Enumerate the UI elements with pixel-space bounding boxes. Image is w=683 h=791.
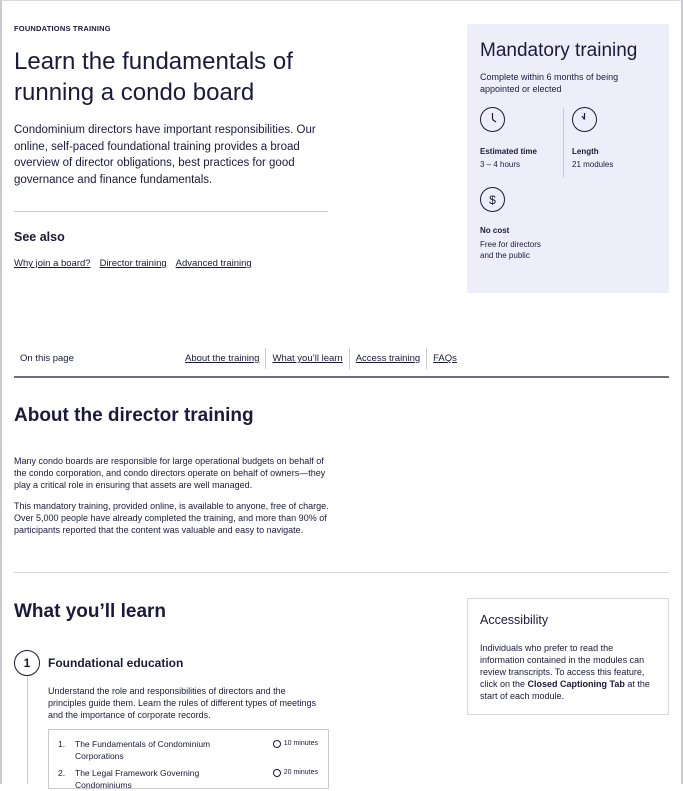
time-value: 3 – 4 hours bbox=[480, 160, 521, 169]
module-name: The Legal Framework Governing Condominiums bbox=[75, 768, 200, 790]
learn-heading: What you’ll learn bbox=[14, 601, 167, 622]
module-number: 1. bbox=[58, 739, 66, 749]
about-heading: About the director training bbox=[14, 405, 254, 426]
card-title: Mandatory training bbox=[480, 40, 638, 61]
module-number: 2. bbox=[58, 768, 66, 778]
step-timeline bbox=[27, 674, 28, 784]
module-duration: 20 minutes bbox=[273, 767, 318, 779]
length-label: Length bbox=[572, 147, 599, 156]
stat-divider bbox=[563, 108, 564, 178]
see-also-heading: See also bbox=[14, 230, 65, 244]
time-label: Estimated time bbox=[480, 147, 537, 156]
eyebrow-label: FOUNDATIONS TRAINING bbox=[14, 24, 111, 33]
about-paragraph-2: This mandatory training, provided online, is available to anyone, free of charge. Over 5,000 people have already completed the training, and more than 90% of participants reported that the content was valuable and easy to navigate. bbox=[14, 501, 329, 535]
cost-value: Free for directors and the public bbox=[480, 240, 541, 260]
page-title: Learn the fundamentals of running a condo board bbox=[14, 48, 293, 106]
see-also-links bbox=[14, 258, 252, 269]
length-value: 21 modules bbox=[572, 160, 614, 169]
step-description: Understand the role and responsibilities of directors and the principles guide them. Learn the rules of different types of meetings and the importance of corporate records. bbox=[48, 686, 316, 720]
divider bbox=[14, 211, 328, 212]
card-subtitle: Complete within 6 months of being appointed or elected bbox=[480, 72, 619, 94]
divider bbox=[14, 572, 669, 573]
link-director-training[interactable]: Director training bbox=[99, 258, 167, 269]
clock-icon bbox=[273, 740, 281, 748]
nav-about-training[interactable]: About the training bbox=[179, 348, 266, 369]
accessibility-body: Individuals who prefer to read the information contained in the modules can review transcripts. To access this feature, click on the Closed Captioning Tab at the start of each module. bbox=[480, 643, 650, 701]
module-duration: 10 minutes bbox=[273, 738, 318, 750]
hero-description: Condominium directors have important responsibilities. Our online, self-paced foundational training provides a broad overview of director obligations, best practices for good governance and finance fundamentals. bbox=[14, 124, 316, 186]
on-this-page-nav bbox=[179, 348, 463, 369]
link-why-join-board[interactable]: Why join a board? bbox=[14, 258, 91, 269]
about-paragraph-1: Many condo boards are responsible for large operational budgets on behalf of the condo corporation, and condo directors operate on behalf of owners—they play a critical role in ensuring that assets are well managed. bbox=[14, 456, 326, 490]
timer-icon bbox=[572, 107, 597, 132]
section-divider bbox=[14, 376, 669, 378]
link-advanced-training[interactable]: Advanced training bbox=[175, 258, 252, 269]
on-this-page-label: On this page bbox=[20, 353, 74, 364]
module-name: The Fundamentals of Condominium Corporations bbox=[75, 739, 211, 761]
clock-icon bbox=[480, 107, 505, 132]
module-list bbox=[48, 729, 329, 789]
cost-label: No cost bbox=[480, 226, 510, 235]
clock-icon bbox=[273, 769, 281, 777]
dollar-icon: $ bbox=[480, 187, 505, 212]
step-title: Foundational education bbox=[48, 656, 184, 670]
step-number: 1 bbox=[14, 650, 40, 676]
accessibility-heading: Accessibility bbox=[480, 613, 549, 627]
nav-access-training[interactable]: Access training bbox=[350, 348, 427, 369]
nav-faqs[interactable]: FAQs bbox=[433, 353, 457, 364]
nav-what-youll-learn[interactable]: What you’ll learn bbox=[266, 348, 349, 369]
